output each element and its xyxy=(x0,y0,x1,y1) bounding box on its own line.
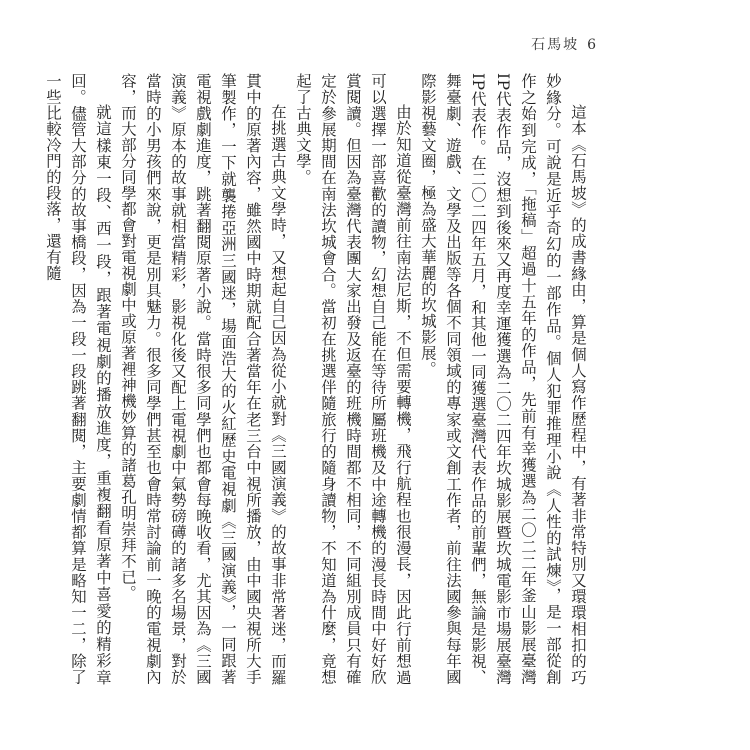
body-text xyxy=(44,73,590,685)
book-title: 石馬坡 xyxy=(531,37,580,53)
paragraph: 就這樣東一段、西一段，跟著電視劇的播放進度，重複翻看原著中喜愛的精彩章回。儘管大部分的故事橋段，因為一段一段跳著翻閱，主要劇情都算是略知一二，除了一些比較冷門的段落，還有隨 xyxy=(44,73,112,685)
paragraph: 由於知道從臺灣前往南法尼斯，不但需要轉機，飛行航程也很漫長，因此行前想過可以選擇一部喜歡的讀物，幻想自己能在等待所屬班機及中途轉機的漫長時間中好好欣賞閱讀。但因為臺灣代表團大家出發及返臺的班機時間都不相同，不同組別成員只有確定於參展期間在南法坎城會合。當初在挑選伴隨旅行的隨身讀物，不知道為什麼，竟想起了古典文學。 xyxy=(294,73,412,685)
paragraph: 在挑選古典文學時，又想起自己因為從小就對《三國演義》的故事非常著迷，而羅貫中的原著內容，雖然國中時期就配合著當年在老三台中視所播放，由中國央視所大手筆製作，一下就襲捲亞洲三國迷，場面浩大的火紅歷史電視劇《三國演義》，一同跟著電視戲劇進度，跳著翻閱原著小說。當時很多同學們也都會每晚收看，尤其因為《三國演義》原本的故事就相當精彩，影視化後又配上電視劇中氣勢磅礡的諸多名場景，對於當時的小男孩們來說，更是別具魅力。很多同學們甚至也會時常討論前一晚的電視劇內容，而大部分同學都會對電視劇中或原著裡神機妙算的諸葛孔明崇拜不已。 xyxy=(119,73,287,685)
paragraph: 這本《石馬坡》的成書緣由，算是個人寫作歷程中，有著非常特別又環環相扣的巧妙緣分。可說是近乎奇幻的一部作品。個人犯罪推理小說《人性的試煉》，是一部從創作之始到完成，「拖稿」超過十五年的作品，先前有幸獲選為二〇二二年釜山影展臺灣IP代表作品，沒想到後來又再度幸運獲選為二〇二四年坎城影展暨坎城電影市場展臺灣IP代表作。在二〇二四年五月，和其他一同獲選臺灣代表作品的前輩們，無論是影視、舞臺劇、遊戲、文學及出版等各個不同領域的專家或文創工作者，前往法國參與每年國際影視藝文圈，極為盛大華麗的坎城影展。 xyxy=(419,73,587,685)
page-number: 6 xyxy=(587,37,598,53)
running-head xyxy=(531,34,598,54)
